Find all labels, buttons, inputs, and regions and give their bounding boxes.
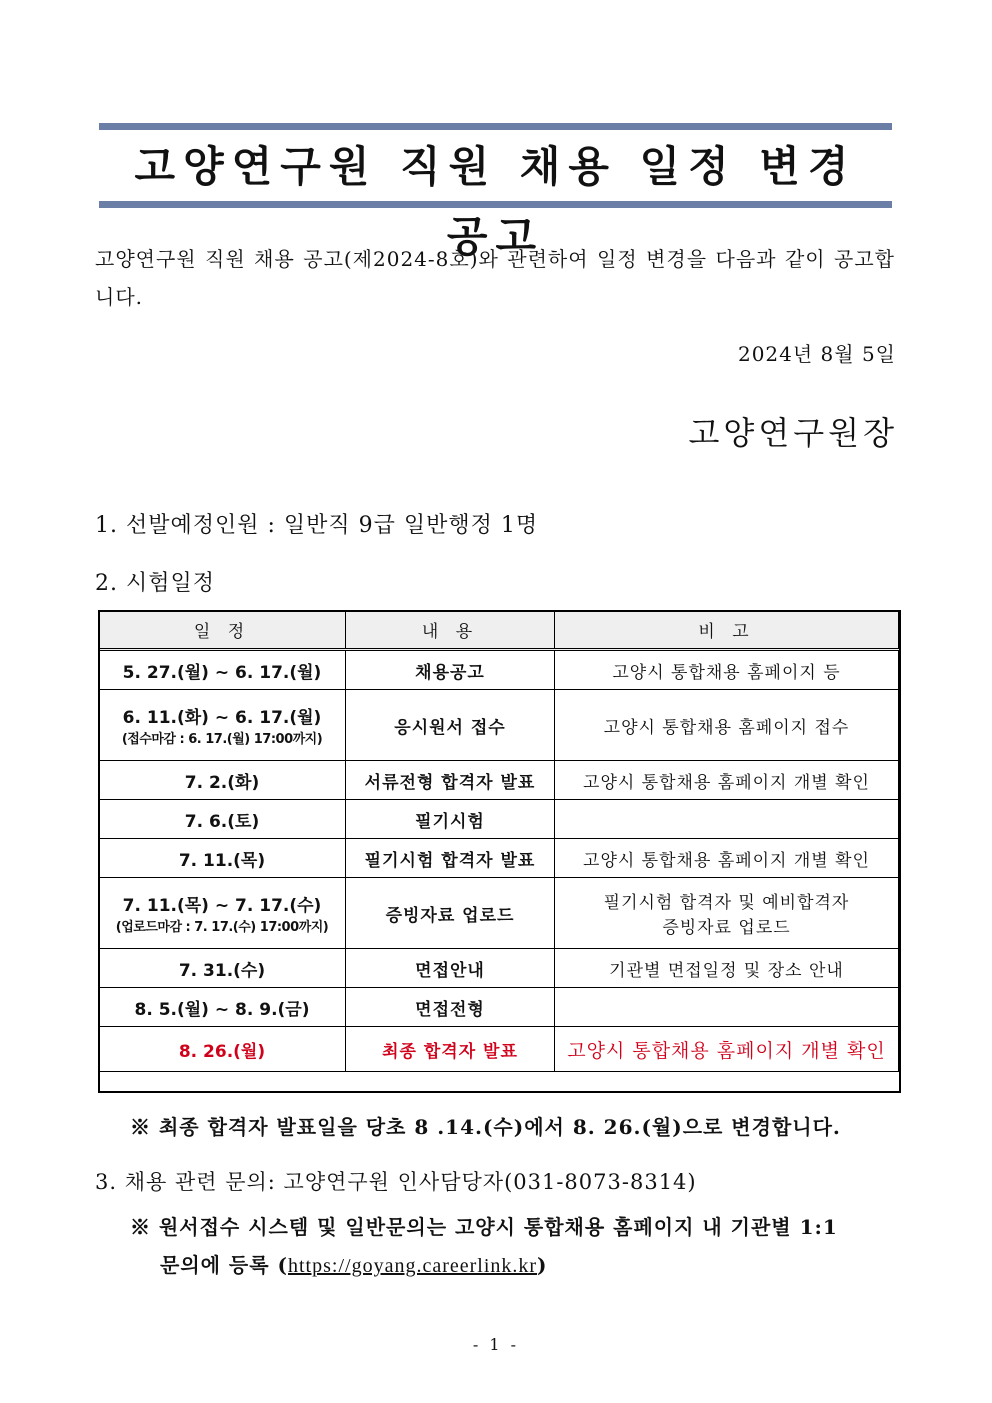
announcement-date: 2024년 8월 5일 (737, 342, 896, 366)
row-content: 응시원서 접수 (346, 690, 555, 761)
inquiry-notice (130, 1208, 900, 1285)
row-date: 7. 11.(목) ~ 7. 17.(수) (122, 896, 322, 916)
row-note: 고양시 통합채용 홈페이지 개별 확인 (555, 1027, 899, 1072)
row-note: 고양시 통합채용 홈페이지 등 (555, 650, 899, 690)
row-note: 기관별 면접일정 및 장소 안내 (555, 949, 899, 988)
change-notice: ※ 최종 합격자 발표일을 당초 8 .14.(수)에서 8. 26.(월)으로 변경합니다. (130, 1115, 841, 1139)
row-date: 5. 27.(월) ~ 6. 17.(월) (99, 650, 346, 690)
row-note: 필기시험 합격자 및 예비합격자 (603, 893, 850, 913)
row-note: 고양시 통합채용 홈페이지 개별 확인 (555, 761, 899, 800)
row-content: 필기시험 합격자 발표 (346, 839, 555, 878)
title-bar-bottom (99, 201, 892, 208)
intro-paragraph: 고양연구원 직원 채용 공고(제2024-8호)와 관련하여 일정 변경을 다음과 같이 공고합니다. (95, 247, 895, 309)
row-date-sub: (접수마감 : 6. 17.(월) 17:00까지) (121, 732, 323, 747)
section-3: 3. 채용 관련 문의: 고양연구원 인사담당자(031-8073-8314) (95, 1170, 697, 1194)
header-note: 비 고 (555, 611, 899, 650)
row-date-sub: (업로드마감 : 7. 17.(수) 17:00까지) (115, 920, 329, 935)
row-content: 면접안내 (346, 949, 555, 988)
row-date: 7. 31.(수) (99, 949, 346, 988)
signer: 고양연구원장 (688, 414, 898, 452)
inquiry-prefix: 문의에 등록 ( (160, 1253, 288, 1277)
page-title: 고양연구원 직원 채용 일정 변경 공고 (134, 142, 857, 261)
header-content: 내 용 (346, 611, 555, 650)
row-date: 6. 11.(화) ~ 6. 17.(월) (122, 708, 322, 728)
section-2: 2. 시험일정 (95, 571, 215, 596)
section-1: 1. 선발예정인원 : 일반직 9급 일반행정 1명 (95, 513, 539, 538)
row-date: 7. 11.(목) (99, 839, 346, 878)
row-content: 면접전형 (346, 988, 555, 1027)
inquiry-suffix: ) (537, 1253, 548, 1277)
row-date: 7. 6.(토) (99, 800, 346, 839)
row-date: 8. 26.(월) (99, 1027, 346, 1072)
row-content: 필기시험 (346, 800, 555, 839)
row-note: 고양시 통합채용 홈페이지 접수 (555, 690, 899, 761)
title-bar-top (99, 123, 892, 130)
inquiry-line-1: ※ 원서접수 시스템 및 일반문의는 고양시 통합채용 홈페이지 내 기관별 1:1 (130, 1215, 838, 1239)
row-content: 채용공고 (346, 650, 555, 690)
row-date: 8. 5.(월) ~ 8. 9.(금) (99, 988, 346, 1027)
row-content: 최종 합격자 발표 (346, 1027, 555, 1072)
row-note: 고양시 통합채용 홈페이지 개별 확인 (555, 839, 899, 878)
table-outer-border (98, 610, 901, 1093)
row-content: 증빙자료 업로드 (346, 878, 555, 949)
row-date: 7. 2.(화) (99, 761, 346, 800)
page-number: - 1 - (472, 1335, 520, 1354)
row-note-line2: 증빙자료 업로드 (662, 918, 791, 938)
row-content: 서류전형 합격자 발표 (346, 761, 555, 800)
careerlink-link[interactable]: https://goyang.careerlink.kr (288, 1255, 538, 1277)
inquiry-line-2 (130, 1246, 900, 1285)
header-date: 일 정 (99, 611, 346, 650)
